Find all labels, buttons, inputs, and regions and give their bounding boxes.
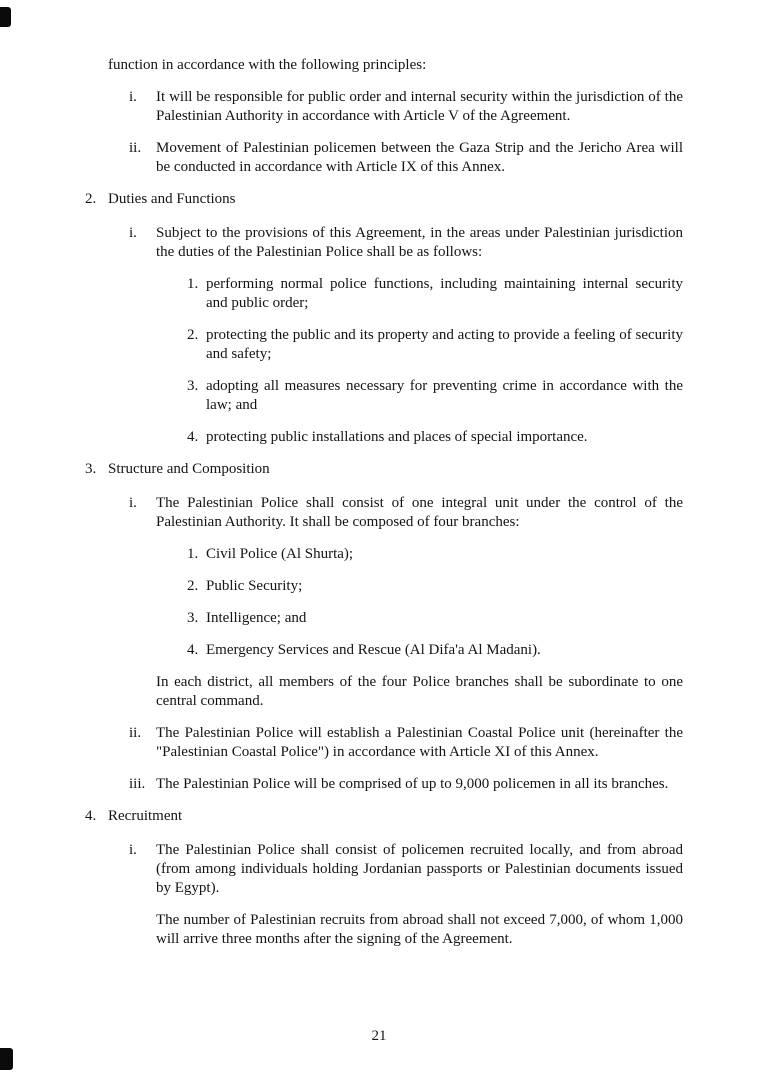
item-text: In each district, all members of the four Police branches shall be subordinate to one central command. bbox=[156, 674, 683, 709]
item-marker: iii. bbox=[129, 776, 146, 792]
list-item bbox=[0, 609, 758, 628]
scan-artifact-top-left bbox=[0, 7, 11, 27]
item-text: Emergency Services and Rescue (Al Difa'a Al Madani). bbox=[206, 642, 541, 658]
item-marker: 4. bbox=[85, 808, 97, 824]
paragraph bbox=[0, 673, 758, 711]
list-item bbox=[0, 841, 758, 898]
item-marker: i. bbox=[129, 842, 137, 858]
item-marker: 3. bbox=[187, 610, 199, 626]
item-text: performing normal police functions, including maintaining internal security and public order; bbox=[206, 276, 683, 311]
item-marker: ii. bbox=[129, 140, 142, 156]
item-text: Public Security; bbox=[206, 578, 303, 594]
list-item bbox=[0, 807, 758, 826]
item-text: Duties and Functions bbox=[108, 191, 236, 207]
list-item bbox=[0, 494, 758, 532]
item-marker: 1. bbox=[187, 276, 199, 292]
list-item bbox=[0, 377, 758, 415]
list-item bbox=[0, 275, 758, 313]
item-text: adopting all measures necessary for preventing crime in accordance with the law; and bbox=[206, 378, 683, 413]
paragraph bbox=[0, 56, 758, 75]
item-marker: 3. bbox=[85, 461, 97, 477]
list-item bbox=[0, 326, 758, 364]
item-text: The number of Palestinian recruits from abroad shall not exceed 7,000, of whom 1,000 will arrive three months after the signing of the Agreement. bbox=[156, 912, 683, 947]
item-marker: 2. bbox=[187, 327, 199, 343]
item-text: It will be responsible for public order and internal security within the jurisdiction of the Palestinian Authority in accordance with Article V of the Agreement. bbox=[156, 89, 683, 124]
list-item bbox=[0, 224, 758, 262]
list-item bbox=[0, 724, 758, 762]
item-text: Movement of Palestinian policemen between the Gaza Strip and the Jericho Area will be conducted in accordance with Article IX of this Annex. bbox=[156, 140, 683, 175]
item-marker: 4. bbox=[187, 429, 199, 445]
item-text: protecting the public and its property and acting to provide a feeling of security and safety; bbox=[206, 327, 683, 362]
item-marker: i. bbox=[129, 495, 137, 511]
item-text: The Palestinian Police will be comprised of up to 9,000 policemen in all its branches. bbox=[156, 776, 669, 792]
item-text: Structure and Composition bbox=[108, 461, 270, 477]
list-item bbox=[0, 190, 758, 209]
item-text: The Palestinian Police shall consist of policemen recruited locally, and from abroad (from among individuals holding Jordanian passports or Palestinian documents issued by Egypt). bbox=[156, 842, 683, 896]
item-marker: 2. bbox=[85, 191, 97, 207]
list-item bbox=[0, 88, 758, 126]
list-item bbox=[0, 428, 758, 447]
list-item bbox=[0, 577, 758, 596]
scan-artifact-bottom-left bbox=[0, 1048, 13, 1070]
list-item bbox=[0, 139, 758, 177]
item-marker: 1. bbox=[187, 546, 199, 562]
item-text: Intelligence; and bbox=[206, 610, 307, 626]
paragraph bbox=[0, 911, 758, 949]
document-body bbox=[0, 56, 758, 962]
item-text: protecting public installations and places of special importance. bbox=[206, 429, 588, 445]
item-text: Civil Police (Al Shurta); bbox=[206, 546, 354, 562]
item-marker: 3. bbox=[187, 378, 199, 394]
list-item bbox=[0, 460, 758, 479]
item-text: Recruitment bbox=[108, 808, 183, 824]
list-item bbox=[0, 545, 758, 564]
item-marker: 4. bbox=[187, 642, 199, 658]
item-text: function in accordance with the following principles: bbox=[108, 57, 427, 73]
item-marker: 2. bbox=[187, 578, 199, 594]
item-marker: i. bbox=[129, 89, 137, 105]
item-marker: i. bbox=[129, 225, 137, 241]
item-marker: ii. bbox=[129, 725, 142, 741]
list-item bbox=[0, 641, 758, 660]
page-number: 21 bbox=[371, 1028, 387, 1044]
item-text: The Palestinian Police shall consist of one integral unit under the control of the Palestinian Authority. It shall be composed of four branches: bbox=[156, 495, 683, 530]
item-text: The Palestinian Police will establish a Palestinian Coastal Police unit (hereinafter the "Palestinian Coastal Police") in accordance with Article XI of this Annex. bbox=[156, 725, 683, 760]
item-text: Subject to the provisions of this Agreement, in the areas under Palestinian jurisdiction the duties of the Palestinian Police shall be as follows: bbox=[156, 225, 683, 260]
list-item bbox=[0, 775, 758, 794]
